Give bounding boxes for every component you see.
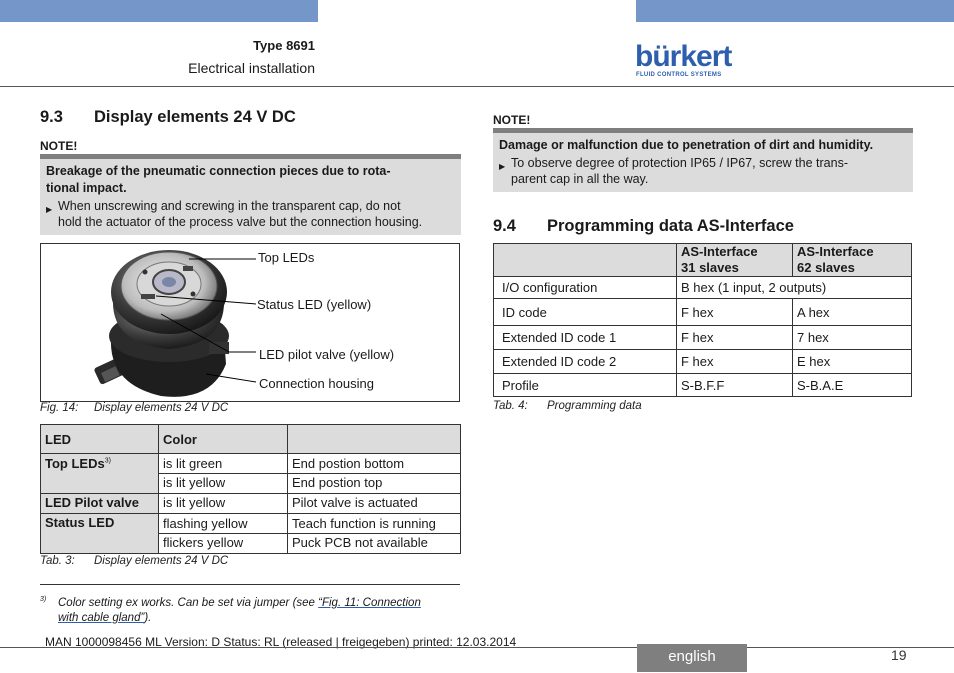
- table-row: Profile S-B.F.F S-B.A.E: [494, 374, 912, 397]
- row-label-top-leds: Top LEDs$^{3)}$: [41, 454, 159, 494]
- table-header-62-slaves: AS-Interface 62 slaves: [793, 244, 912, 277]
- table-3-caption: Tab. 3: Display elements 24 V DC: [40, 555, 229, 567]
- burkert-logo: [635, 40, 735, 83]
- label-led-pilot-valve: LED pilot valve (yellow): [259, 347, 395, 362]
- figure-caption: Fig. 14: Display elements 24 V DC: [40, 402, 229, 414]
- section-heading-9-3: 9.3 Display elements 24 V DC: [40, 108, 296, 126]
- note-label-right: NOTE!: [493, 113, 531, 127]
- svg-text:bürkert: bürkert: [635, 40, 732, 73]
- label-connection-housing: Connection housing: [259, 376, 374, 391]
- table-display-elements: [40, 424, 461, 554]
- table-row: LED Pilot valve is lit yellow Pilot valve is actuated: [41, 494, 461, 514]
- language-label: english: [637, 644, 747, 672]
- footnote-divider: [40, 584, 460, 585]
- table-row: I/O configuration B hex (1 input, 2 outputs): [494, 277, 912, 299]
- table-4-caption: Tab. 4: Programming data: [493, 400, 642, 412]
- table-programming-data: [493, 243, 912, 397]
- label-status-led: Status LED (yellow): [257, 297, 372, 312]
- table-header-color: Color: [159, 425, 288, 454]
- page-number: 19: [891, 647, 907, 663]
- device-illustration: [41, 244, 461, 403]
- table-header-31-slaves: AS-Interface 31 slaves: [677, 244, 793, 277]
- header-divider: [0, 86, 954, 87]
- document-type: Type 8691: [253, 38, 315, 53]
- header-bar-right: [636, 0, 954, 22]
- row-label-led-pilot-valve: LED Pilot valve: [41, 494, 159, 514]
- table-row: Extended ID code 2 F hex E hex: [494, 350, 912, 374]
- footnote: $^{3)}$ Color setting ex works. Can be set via jumper (see “Fig. 11: Connection with cable gland”).: [40, 596, 421, 624]
- table-header-meaning: [288, 425, 461, 454]
- table-row: Status LED flashing yellow Teach function is running: [41, 514, 461, 534]
- footer-divider: [0, 647, 954, 648]
- table-row: is lit yellow End postion top: [41, 474, 461, 494]
- note-label: NOTE!: [40, 139, 78, 153]
- figure-11-link-cont[interactable]: with cable gland”: [58, 611, 145, 624]
- table-row: flickers yellow Puck PCB not available: [41, 534, 461, 554]
- svg-text:FLUID CONTROL SYSTEMS: FLUID CONTROL SYSTEMS: [636, 72, 722, 78]
- table-header-empty: [494, 244, 677, 277]
- table-header-led: LED: [41, 425, 159, 454]
- table-row: Extended ID code 1 F hex 7 hex: [494, 326, 912, 350]
- note-box-dirt: Damage or malfunction due to penetration of dirt and humidity. ▶ To observe degree of protection IP65 / IP67, screw the trans- parent cap in all the way.: [493, 128, 913, 192]
- bullet-arrow-icon: ▶: [46, 205, 53, 214]
- label-top-leds: Top LEDs: [258, 250, 315, 265]
- figure-11-link[interactable]: “Fig. 11: Connection: [318, 596, 421, 609]
- section-heading-9-4: 9.4 Programming data AS-Interface: [493, 217, 794, 235]
- row-label-status-led: Status LED: [41, 514, 159, 554]
- table-row: Top LEDs$^{3)}$ is lit green End postion bottom: [41, 454, 461, 474]
- print-info: MAN 1000098456 ML Version: D Status: RL (released | freigegeben) printed: 12.03.2014: [45, 635, 517, 649]
- figure-display-elements: [40, 243, 460, 402]
- table-row: ID code F hex A hex: [494, 299, 912, 326]
- bullet-arrow-icon: ▶: [499, 162, 506, 171]
- chapter-title: Electrical installation: [188, 60, 315, 76]
- header-bar-left: [0, 0, 318, 22]
- note-box-breakage: Breakage of the pneumatic connection pieces due to rota- tional impact. ▶ When unscrewing and screwing in the transparent cap, do not hold the actuator of the process valve but the connection housing.: [40, 154, 461, 235]
